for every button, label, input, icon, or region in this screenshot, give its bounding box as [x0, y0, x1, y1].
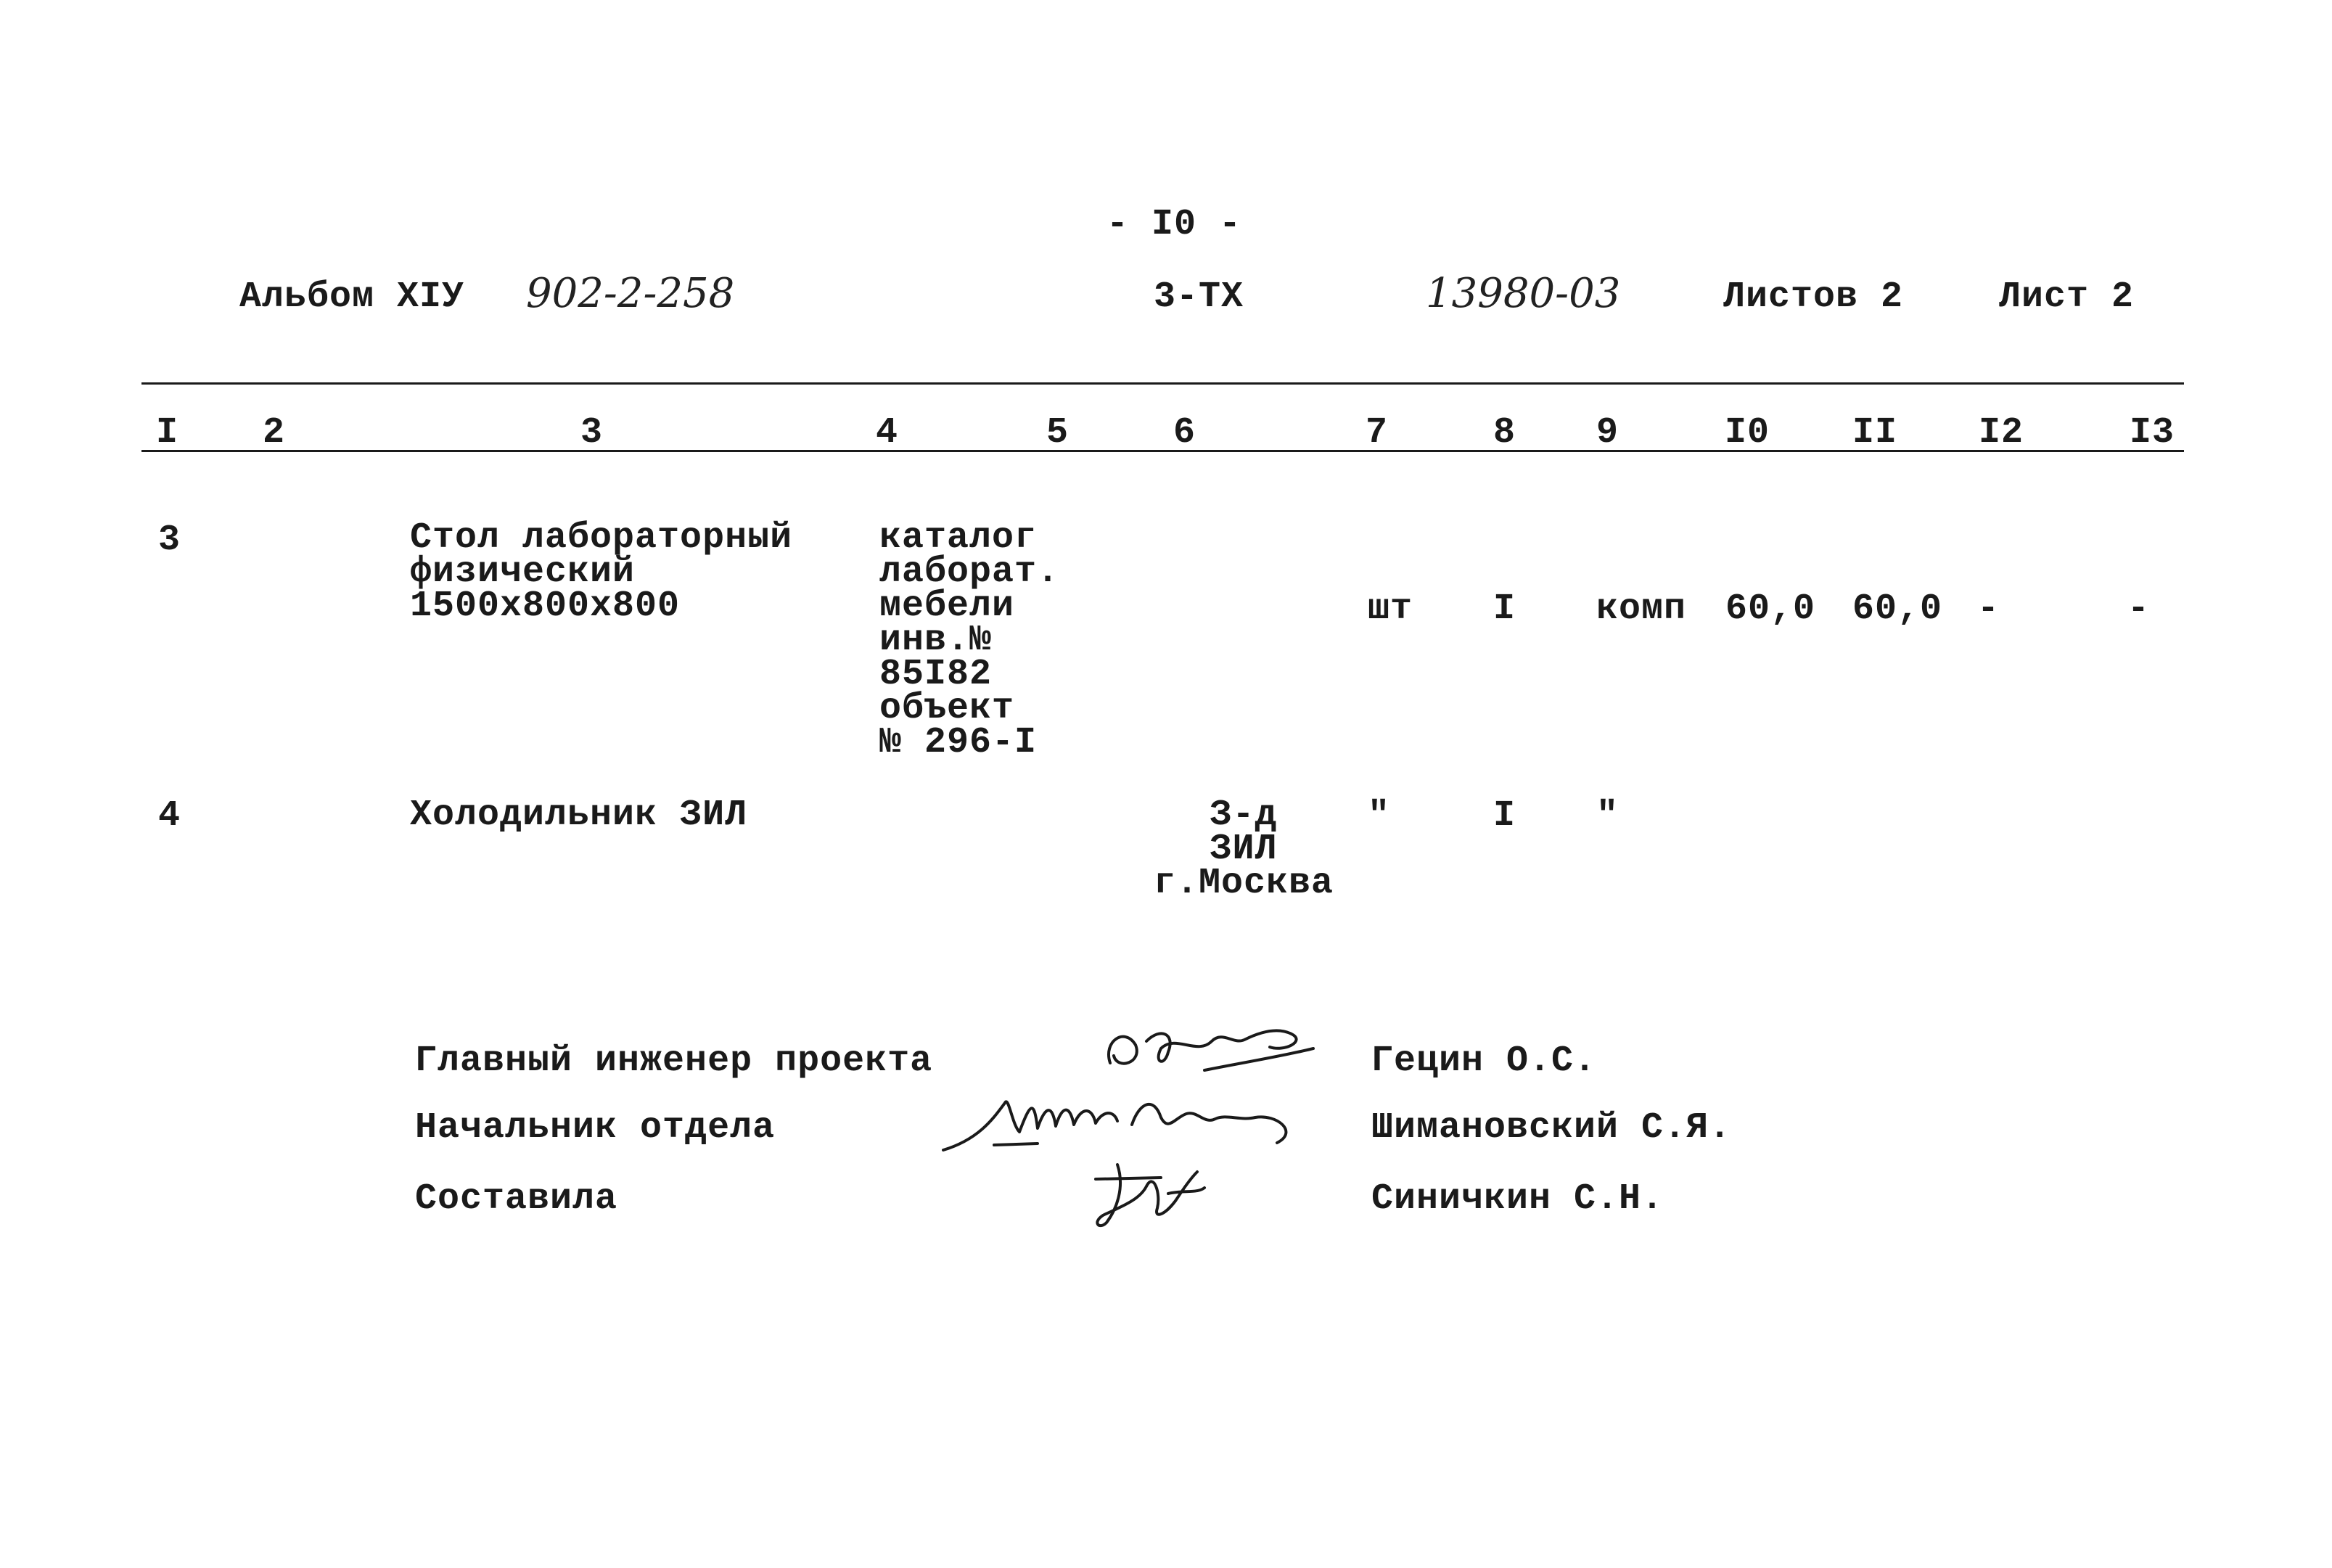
column-number: 9: [1596, 412, 1619, 453]
signature-role: Составила: [415, 1178, 618, 1220]
col13-value: -: [2127, 588, 2151, 630]
column-number: 6: [1173, 412, 1196, 453]
item-source-line: 85I82: [879, 654, 993, 695]
page-number: - I0 -: [1107, 204, 1242, 245]
item-source: [879, 517, 1060, 763]
column-number: 5: [1046, 412, 1069, 453]
row-number: 4: [158, 795, 181, 837]
column-number: I: [156, 412, 179, 453]
unit-secondary: комп: [1596, 588, 1687, 630]
unit: ": [1368, 795, 1391, 837]
handwritten-signature-compiler: [1074, 1150, 1233, 1237]
handwritten-signature-department-head: [936, 1074, 1313, 1161]
item-name-line: Стол лабораторный: [410, 517, 793, 559]
item-name-line: физический: [410, 551, 636, 593]
column-number: I0: [1725, 412, 1770, 453]
column-number: 7: [1366, 412, 1389, 453]
doc-code: 3-ТХ: [1154, 276, 1244, 318]
item-manufacturer-line: ЗИЛ: [1210, 829, 1278, 870]
column-number: I2: [1979, 412, 2024, 453]
item-source-line: мебели: [879, 586, 1015, 627]
signature-role: Начальник отдела: [415, 1107, 776, 1149]
item-source-line: объект: [879, 688, 1015, 729]
unit-secondary: ": [1596, 795, 1619, 837]
item-manufacturer-line: З-д: [1210, 795, 1278, 836]
total: 60,0: [1852, 588, 1943, 630]
column-number: 3: [580, 412, 604, 453]
signature-name: Синичкин С.Н.: [1371, 1178, 1664, 1220]
column-number: 2: [263, 412, 286, 453]
table-top-rule: [141, 382, 2184, 385]
item-name-line: 1500x800x800: [410, 586, 681, 627]
row-number: 3: [158, 520, 181, 561]
project-code-handwritten: 902-2-258: [526, 270, 735, 317]
signature-name: Гецин О.С.: [1371, 1040, 1597, 1082]
quantity: I: [1493, 795, 1516, 837]
column-number: I3: [2130, 412, 2175, 453]
item-source-line: лаборат.: [879, 551, 1060, 593]
signature-role: Главный инженер проекта: [415, 1040, 933, 1082]
album-label: Альбом XIУ: [239, 276, 465, 318]
item-manufacturer-line: г.Москва: [1154, 863, 1334, 904]
item-source-line: инв.№: [879, 620, 993, 661]
column-number: II: [1852, 412, 1898, 453]
signature-name: Шимановский С.Я.: [1371, 1107, 1732, 1149]
column-number: 8: [1493, 412, 1516, 453]
quantity: I: [1493, 588, 1516, 630]
sheets-total: Листов 2: [1723, 276, 1904, 318]
column-number: 4: [876, 412, 899, 453]
inventory-number-handwritten: 13980-03: [1426, 270, 1621, 317]
item-name: [410, 517, 793, 627]
item-name-line: Холодильник ЗИЛ: [410, 795, 748, 836]
sheet-number: Лист 2: [1999, 276, 2135, 318]
price: 60,0: [1725, 588, 1816, 630]
col12-value: -: [1977, 588, 2000, 630]
item-source-line: № 296-I: [879, 722, 1038, 763]
item-source-line: каталог: [879, 517, 1038, 559]
unit: шт: [1368, 588, 1413, 630]
item-name: [410, 795, 748, 836]
item-manufacturer: [1154, 795, 1334, 904]
